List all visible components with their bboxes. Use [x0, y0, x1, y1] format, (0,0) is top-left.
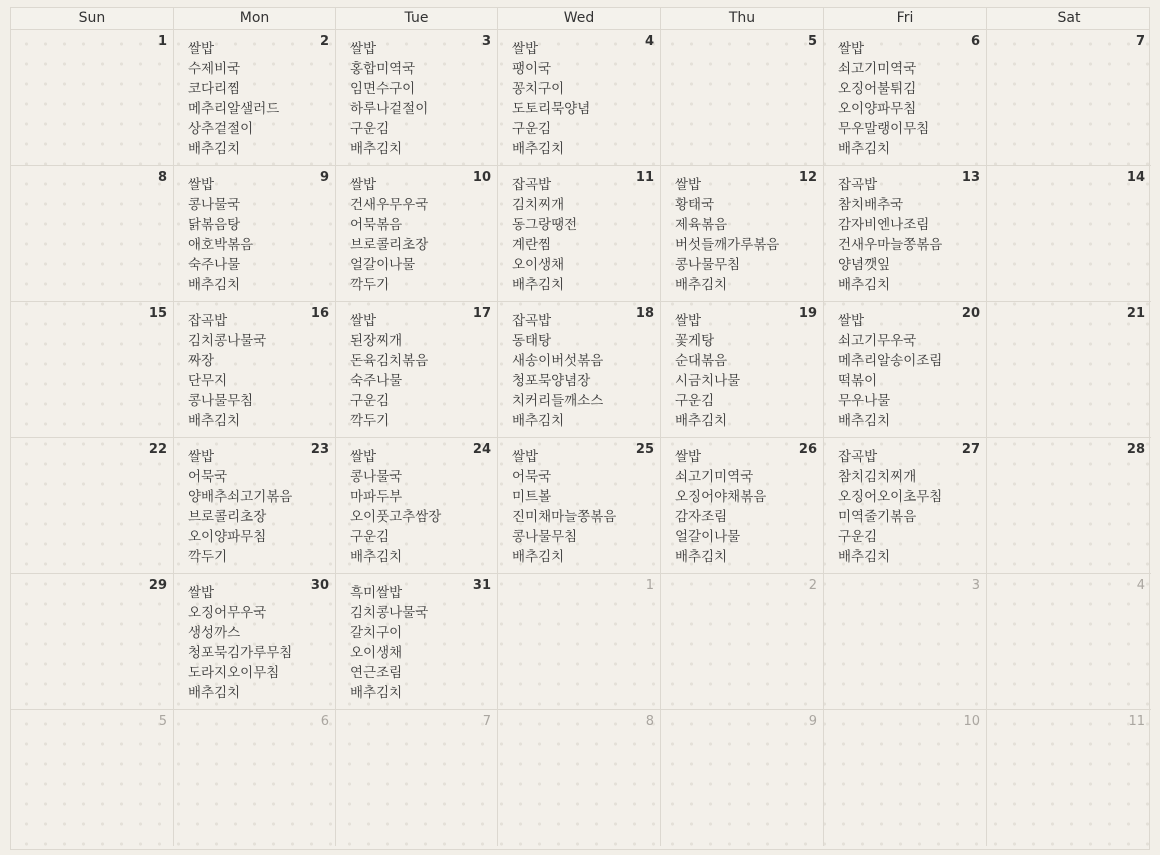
- menu-item: 어묵볶음: [350, 217, 403, 233]
- menu-item: 꽁치구이: [512, 81, 565, 97]
- menu-item: 메추리알샐러드: [188, 101, 280, 117]
- menu-item: 쌀밥: [350, 41, 377, 57]
- menu-item: 쌀밥: [838, 41, 865, 57]
- menu-item: 배추김치: [675, 549, 728, 565]
- calendar-week-row: [11, 302, 1151, 438]
- calendar-day-cell[interactable]: [824, 302, 987, 437]
- menu-item: 김치찌개: [512, 197, 565, 213]
- menu-item: 동태탕: [512, 333, 552, 349]
- menu-item: 쌀밥: [675, 177, 702, 193]
- calendar-weeks: [11, 30, 1149, 846]
- menu-item: 쌀밥: [675, 449, 702, 465]
- menu-item: 하루나겉절이: [350, 101, 429, 117]
- day-number: 11: [635, 170, 654, 185]
- day-number: 10: [472, 170, 491, 185]
- menu-item: 얼갈이나물: [675, 529, 741, 545]
- menu-item: 배추김치: [838, 277, 891, 293]
- day-number: 20: [961, 306, 980, 321]
- meal-menu-list: [675, 311, 817, 431]
- menu-item: 오징어무우국: [188, 605, 267, 621]
- calendar-day-cell[interactable]: [336, 574, 498, 709]
- meal-menu-list: [188, 447, 329, 567]
- day-number: 25: [635, 442, 654, 457]
- menu-item: 잡곡밥: [512, 177, 552, 193]
- calendar-week-row: [11, 166, 1151, 302]
- menu-item: 배추김치: [838, 413, 891, 429]
- calendar-day-cell[interactable]: [11, 438, 174, 573]
- calendar-day-cell[interactable]: [174, 574, 336, 709]
- calendar-day-cell[interactable]: [11, 166, 174, 301]
- menu-item: 새송이버섯볶음: [512, 353, 604, 369]
- day-number: 8: [645, 714, 654, 729]
- menu-item: 배추김치: [512, 277, 565, 293]
- menu-item: 김치콩나물국: [188, 333, 267, 349]
- menu-item: 제육볶음: [675, 217, 728, 233]
- menu-item: 단무지: [188, 373, 228, 389]
- menu-item: 애호박볶음: [188, 237, 254, 253]
- menu-item: 콩나물국: [350, 469, 403, 485]
- calendar-day-cell-outside-month[interactable]: [11, 710, 174, 846]
- month-calendar: [10, 7, 1150, 850]
- meal-menu-list: [838, 39, 980, 159]
- menu-item: 치커리들깨소스: [512, 393, 604, 409]
- menu-item: 김치콩나물국: [350, 605, 429, 621]
- day-number: 5: [158, 714, 167, 729]
- menu-item: 얼갈이나물: [350, 257, 416, 273]
- menu-item: 숙주나물: [350, 373, 403, 389]
- menu-item: 깍두기: [350, 277, 390, 293]
- calendar-day-cell-outside-month[interactable]: [824, 574, 987, 709]
- meal-menu-list: [512, 447, 654, 567]
- menu-item: 오징어불튀김: [838, 81, 917, 97]
- menu-item: 임면수구이: [350, 81, 416, 97]
- calendar-day-cell[interactable]: [498, 302, 661, 437]
- calendar-day-cell-outside-month[interactable]: [824, 710, 987, 846]
- menu-item: 배추김치: [512, 549, 565, 565]
- weekday-label-mon: Mon: [174, 8, 336, 29]
- menu-item: 콩나물국: [188, 197, 241, 213]
- menu-item: 콩나물무침: [675, 257, 741, 273]
- calendar-day-cell[interactable]: [987, 30, 1151, 165]
- menu-item: 콩나물무침: [512, 529, 578, 545]
- menu-item: 배추김치: [350, 141, 403, 157]
- calendar-week-row: [11, 710, 1151, 846]
- calendar-day-cell[interactable]: [174, 302, 336, 437]
- menu-item: 배추김치: [188, 141, 241, 157]
- meal-menu-list: [350, 311, 491, 431]
- menu-item: 건새우마늘쫑볶음: [838, 237, 943, 253]
- day-number: 15: [148, 306, 167, 321]
- menu-item: 홍합미역국: [350, 61, 416, 77]
- weekday-label-wed: Wed: [498, 8, 661, 29]
- day-number: 8: [157, 170, 167, 185]
- menu-item: 어묵국: [188, 469, 228, 485]
- menu-item: 배추김치: [512, 141, 565, 157]
- meal-menu-list: [350, 39, 491, 159]
- day-number: 28: [1126, 442, 1145, 457]
- menu-item: 쌀밥: [350, 177, 377, 193]
- day-number: 2: [808, 578, 817, 593]
- meal-menu-list: [675, 175, 817, 295]
- menu-item: 닭볶음탕: [188, 217, 241, 233]
- day-number: 1: [157, 34, 167, 49]
- menu-item: 배추김치: [188, 413, 241, 429]
- menu-item: 참치배추국: [838, 197, 904, 213]
- menu-item: 구운김: [350, 121, 390, 137]
- meal-menu-list: [350, 583, 491, 703]
- calendar-day-cell[interactable]: [11, 574, 174, 709]
- calendar-day-cell[interactable]: [824, 438, 987, 573]
- menu-item: 잡곡밥: [838, 449, 878, 465]
- calendar-day-cell[interactable]: [174, 438, 336, 573]
- day-number: 5: [807, 34, 817, 49]
- day-number: 3: [481, 34, 491, 49]
- menu-item: 양배추쇠고기볶음: [188, 489, 293, 505]
- meal-menu-list: [512, 311, 654, 431]
- menu-item: 상추겉절이: [188, 121, 254, 137]
- menu-item: 쌀밥: [512, 449, 539, 465]
- day-number: 4: [1136, 578, 1145, 593]
- menu-item: 오이생채: [350, 645, 403, 661]
- day-number: 22: [148, 442, 167, 457]
- weekday-label-fri: Fri: [824, 8, 987, 29]
- day-number: 13: [961, 170, 980, 185]
- menu-item: 배추김치: [350, 549, 403, 565]
- calendar-day-cell-outside-month[interactable]: [987, 574, 1151, 709]
- menu-item: 숙주나물: [188, 257, 241, 273]
- menu-item: 쌀밥: [350, 313, 377, 329]
- menu-item: 배추김치: [675, 277, 728, 293]
- menu-item: 된장찌개: [350, 333, 403, 349]
- menu-item: 미트볼: [512, 489, 552, 505]
- menu-item: 쌀밥: [512, 41, 539, 57]
- meal-menu-list: [350, 447, 491, 567]
- meal-menu-list: [188, 175, 329, 295]
- calendar-week-row: [11, 30, 1151, 166]
- calendar-day-cell[interactable]: [336, 302, 498, 437]
- day-number: 30: [310, 578, 329, 593]
- menu-item: 감자조림: [675, 509, 728, 525]
- day-number: 29: [148, 578, 167, 593]
- menu-item: 쌀밥: [188, 41, 215, 57]
- menu-item: 배추김치: [838, 549, 891, 565]
- day-number: 10: [963, 714, 980, 729]
- menu-item: 코다리찜: [188, 81, 241, 97]
- menu-item: 시금치나물: [675, 373, 741, 389]
- menu-item: 동그랑땡전: [512, 217, 578, 233]
- menu-item: 배추김치: [188, 277, 241, 293]
- meal-menu-list: [512, 39, 654, 159]
- menu-item: 쌀밥: [188, 177, 215, 193]
- calendar-day-cell[interactable]: [987, 302, 1151, 437]
- day-number: 7: [482, 714, 491, 729]
- calendar-day-cell[interactable]: [987, 166, 1151, 301]
- menu-item: 배추김치: [675, 413, 728, 429]
- day-number: 31: [472, 578, 491, 593]
- menu-item: 쇠고기무우국: [838, 333, 917, 349]
- menu-item: 구운김: [675, 393, 715, 409]
- calendar-day-cell[interactable]: [661, 30, 824, 165]
- menu-item: 메추리알송이조림: [838, 353, 943, 369]
- menu-item: 쇠고기미역국: [675, 469, 754, 485]
- day-number: 1: [645, 578, 654, 593]
- menu-item: 오이양파무침: [188, 529, 267, 545]
- calendar-day-cell[interactable]: [11, 30, 174, 165]
- calendar-day-cell-outside-month[interactable]: [987, 710, 1151, 846]
- menu-item: 미역줄기볶음: [838, 509, 917, 525]
- calendar-day-cell[interactable]: [661, 302, 824, 437]
- day-number: 9: [319, 170, 329, 185]
- menu-item: 구운김: [838, 529, 878, 545]
- day-number: 11: [1128, 714, 1145, 729]
- meal-menu-list: [838, 311, 980, 431]
- day-number: 7: [1135, 34, 1145, 49]
- menu-item: 쌀밥: [350, 449, 377, 465]
- day-number: 2: [319, 34, 329, 49]
- weekday-label-sat: Sat: [1057, 10, 1081, 26]
- calendar-day-cell-outside-month[interactable]: [174, 710, 336, 846]
- menu-item: 돈육김치볶음: [350, 353, 429, 369]
- menu-item: 참치김치찌개: [838, 469, 917, 485]
- meal-menu-list: [188, 311, 329, 431]
- menu-item: 구운김: [512, 121, 552, 137]
- calendar-day-cell[interactable]: [498, 166, 661, 301]
- menu-item: 콩나물무침: [188, 393, 254, 409]
- menu-item: 진미채마늘쫑볶음: [512, 509, 617, 525]
- menu-item: 팽이국: [512, 61, 552, 77]
- menu-item: 청포묵양념장: [512, 373, 591, 389]
- meal-menu-list: [838, 175, 980, 295]
- meal-menu-list: [512, 175, 654, 295]
- menu-item: 꽃게탕: [675, 333, 715, 349]
- calendar-day-cell[interactable]: [11, 302, 174, 437]
- meal-menu-list: [188, 583, 329, 703]
- day-number: 24: [472, 442, 491, 457]
- calendar-day-cell-outside-month[interactable]: [498, 710, 661, 846]
- calendar-day-cell[interactable]: [661, 166, 824, 301]
- calendar-day-cell[interactable]: [498, 30, 661, 165]
- menu-item: 쌀밥: [838, 313, 865, 329]
- menu-item: 오이양파무침: [838, 101, 917, 117]
- day-number: 26: [798, 442, 817, 457]
- menu-item: 어묵국: [512, 469, 552, 485]
- menu-item: 도토리묵양념: [512, 101, 591, 117]
- calendar-week-row: [11, 438, 1151, 574]
- meal-menu-list: [838, 447, 980, 567]
- day-number: 6: [970, 34, 980, 49]
- calendar-day-cell-outside-month[interactable]: [661, 710, 824, 846]
- menu-item: 잡곡밥: [838, 177, 878, 193]
- menu-item: 수제비국: [188, 61, 241, 77]
- day-number: 14: [1126, 170, 1145, 185]
- calendar-day-cell[interactable]: [336, 166, 498, 301]
- menu-item: 청포묵김가루무침: [188, 645, 293, 661]
- menu-item: 쌀밥: [675, 313, 702, 329]
- menu-item: 쌀밥: [188, 449, 215, 465]
- menu-item: 쇠고기미역국: [838, 61, 917, 77]
- menu-item: 건새우무우국: [350, 197, 429, 213]
- menu-item: 배추김치: [188, 685, 241, 701]
- menu-item: 브로콜리초장: [350, 237, 429, 253]
- menu-item: 배추김치: [512, 413, 565, 429]
- menu-item: 떡볶이: [838, 373, 878, 389]
- menu-item: 깍두기: [350, 413, 390, 429]
- calendar-day-cell-outside-month[interactable]: [661, 574, 824, 709]
- menu-item: 생성까스: [188, 625, 241, 641]
- calendar-day-cell[interactable]: [824, 30, 987, 165]
- day-number: 21: [1126, 306, 1145, 321]
- meal-menu-list: [188, 39, 329, 159]
- calendar-day-cell[interactable]: [824, 166, 987, 301]
- weekday-label-thu: Thu: [661, 8, 824, 29]
- meal-menu-list: [675, 447, 817, 567]
- day-number: 3: [971, 578, 980, 593]
- menu-item: 짜장: [188, 353, 215, 369]
- menu-item: 마파두부: [350, 489, 403, 505]
- meal-menu-list: [350, 175, 491, 295]
- menu-item: 오징어오이초무침: [838, 489, 943, 505]
- weekday-label-sun: Sun: [11, 8, 174, 29]
- day-number: 9: [808, 714, 817, 729]
- menu-item: 감자비엔나조림: [838, 217, 930, 233]
- menu-item: 버섯들깨가루볶음: [675, 237, 780, 253]
- menu-item: 도라지오이무침: [188, 665, 280, 681]
- calendar-day-cell[interactable]: [661, 438, 824, 573]
- day-number: 4: [644, 34, 654, 49]
- menu-item: 계란찜: [512, 237, 552, 253]
- menu-item: 깍두기: [188, 549, 228, 565]
- calendar-week-row: [11, 574, 1151, 710]
- menu-item: 황태국: [675, 197, 715, 213]
- calendar-day-cell[interactable]: [174, 166, 336, 301]
- calendar-day-cell[interactable]: [336, 438, 498, 573]
- menu-item: 브로콜리초장: [188, 509, 267, 525]
- day-number: 17: [472, 306, 491, 321]
- menu-item: 오징어야채볶음: [675, 489, 767, 505]
- menu-item: 구운김: [350, 529, 390, 545]
- menu-item: 무우말랭이무침: [838, 121, 930, 137]
- day-number: 18: [635, 306, 654, 321]
- menu-item: 구운김: [350, 393, 390, 409]
- weekday-header: [11, 8, 1149, 30]
- menu-item: 흑미쌀밥: [350, 585, 403, 601]
- calendar-day-cell[interactable]: [174, 30, 336, 165]
- menu-item: 오이풋고추쌈장: [350, 509, 442, 525]
- calendar-day-cell-outside-month[interactable]: [498, 574, 661, 709]
- day-number: 12: [798, 170, 817, 185]
- menu-item: 양념깻잎: [838, 257, 891, 273]
- day-number: 23: [310, 442, 329, 457]
- calendar-day-cell[interactable]: [498, 438, 661, 573]
- menu-item: 무우나물: [838, 393, 891, 409]
- menu-item: 잡곡밥: [512, 313, 552, 329]
- day-number: 6: [320, 714, 329, 729]
- day-number: 16: [310, 306, 329, 321]
- menu-item: 쌀밥: [188, 585, 215, 601]
- menu-item: 연근조림: [350, 665, 403, 681]
- menu-item: 갈치구이: [350, 625, 403, 641]
- weekday-label-tue: Tue: [336, 8, 498, 29]
- day-number: 19: [798, 306, 817, 321]
- calendar-day-cell-outside-month[interactable]: [336, 710, 498, 846]
- menu-item: 잡곡밥: [188, 313, 228, 329]
- menu-item: 오이생채: [512, 257, 565, 273]
- menu-item: 배추김치: [838, 141, 891, 157]
- menu-item: 순대볶음: [675, 353, 728, 369]
- menu-item: 배추김치: [350, 685, 403, 701]
- calendar-day-cell[interactable]: [336, 30, 498, 165]
- calendar-day-cell[interactable]: [987, 438, 1151, 573]
- day-number: 27: [961, 442, 980, 457]
